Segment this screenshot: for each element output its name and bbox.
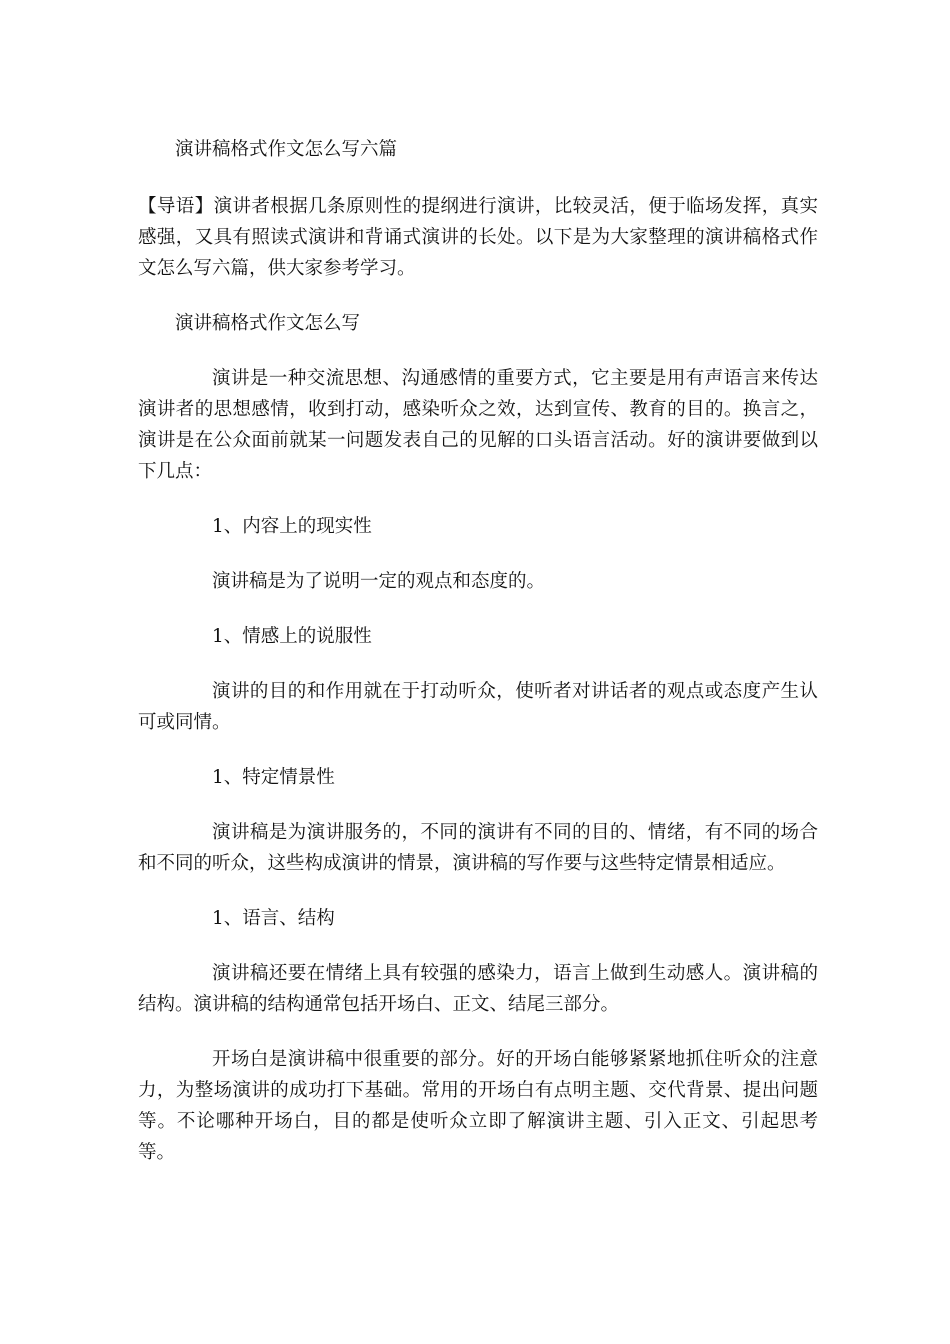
document-title: 演讲稿格式作文怎么写六篇: [175, 139, 398, 160]
body-paragraph: 演讲稿是为了说明一定的观点和态度的。: [212, 571, 546, 592]
point-heading: 1、语言、结构: [212, 908, 335, 929]
intro-paragraph: 【导语】演讲者根据几条原则性的提纲进行演讲，比较灵活，便于临场发挥，真实感强，又具有照读式演讲和背诵式演讲的长处。以下是为大家整理的演讲稿格式作文怎么写六篇，供大家参考学习。: [138, 196, 818, 279]
body-paragraph: 演讲的目的和作用就在于打动听众，使听者对讲话者的观点或态度产生认可或同情。: [138, 681, 818, 733]
point-heading: 1、内容上的现实性: [212, 516, 372, 537]
document-page: [138, 134, 818, 1192]
body-paragraph: 演讲稿还要在情绪上具有较强的感染力，语言上做到生动感人。演讲稿的结构。演讲稿的结构通常包括开场白、正文、结尾三部分。: [138, 963, 818, 1015]
point-heading: 1、特定情景性: [212, 767, 335, 788]
body-paragraph: 演讲是一种交流思想、沟通感情的重要方式，它主要是用有声语言来传达演讲者的思想感情，收到打动，感染听众之效，达到宣传、教育的目的。换言之，演讲是在公众面前就某一问题发表自己的见解的口头语言活动。好的演讲要做到以下几点：: [138, 368, 818, 482]
body-paragraph: 演讲稿是为演讲服务的，不同的演讲有不同的目的、情绪，有不同的场合和不同的听众，这些构成演讲的情景，演讲稿的写作要与这些特定情景相适应。: [138, 822, 818, 874]
point-heading: 1、情感上的说服性: [212, 626, 372, 647]
body-paragraph: 开场白是演讲稿中很重要的部分。好的开场白能够紧紧地抓住听众的注意力，为整场演讲的成功打下基础。常用的开场白有点明主题、交代背景、提出问题等。不论哪种开场白，目的都是使听众立即了解演讲主题、引入正文、引起思考等。: [138, 1049, 818, 1163]
section-heading: 演讲稿格式作文怎么写: [175, 313, 361, 334]
